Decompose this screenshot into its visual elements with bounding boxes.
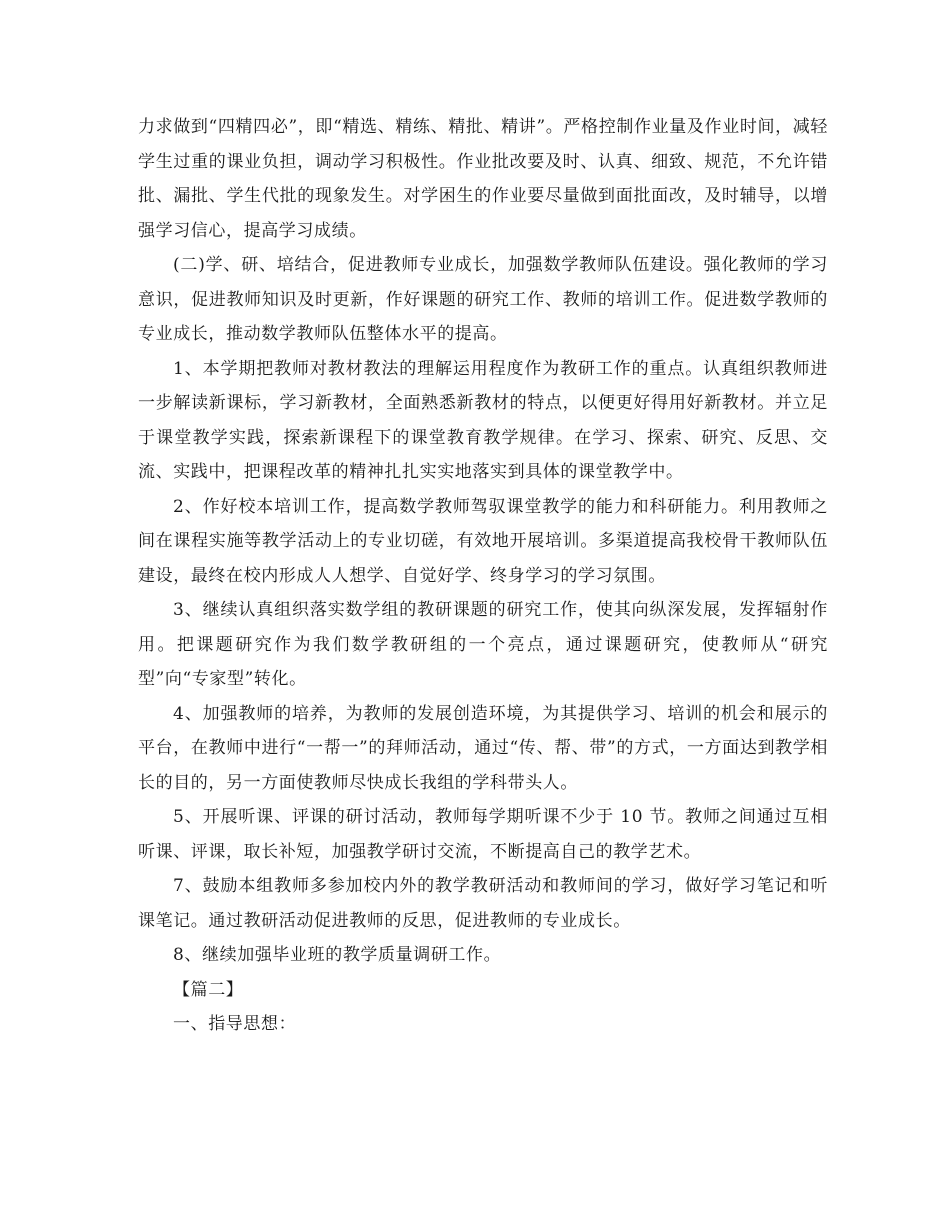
paragraph-item-7: 7、鼓励本组教师多参加校内外的教学教研活动和教师间的学习，做好学习笔记和听课笔记。通过教研活动促进教师的反思，促进教师的专业成长。 [138,876,828,931]
section-marker-part-two: 【篇二】 [173,979,244,1000]
paragraph-homework-requirements: 力求做到“四精四必”，即“精选、精练、精批、精讲”。严格控制作业量及作业时间，减轻学生过重的课业负担，调动学习积极性。作业批改要及时、认真、细致、规范，不允许错批、漏批、学生代批的现象发生。对学困生的作业要尽量做到面批面改，及时辅导，以增强学习信心，提高学习成绩。 [138,117,828,241]
paragraph-item-1: 1、本学期把教师对教材教法的理解运用程度作为教研工作的重点。认真组织教师进一步解读新课标，学习新教材，全面熟悉新教材的特点，以便更好得用好新教材。并立足于课堂教学实践，探索新课程下的课堂教育教学规律。在学习、探索、研究、反思、交流、实践中，把课程改革的精神扎扎实实地落实到具体的课堂教学中。 [138,358,828,482]
document-page [138,110,828,1042]
heading-guiding-ideology: 一、指导思想： [173,1014,297,1034]
paragraph-section-two-heading: (二)学、研、培结合，促进教师专业成长，加强数学教师队伍建设。强化教师的学习意识，促进教师知识及时更新，作好课题的研究工作、教师的培训工作。促进数学教师的专业成长，推动数学教师队伍整体水平的提高。 [138,255,828,344]
paragraph-item-5: 5、开展听课、评课的研讨活动，教师每学期听课不少于 10 节。教师之间通过互相听课、评课，取长补短，加强教学研讨交流，不断提高自己的教学艺术。 [138,807,828,862]
paragraph-item-3: 3、继续认真组织落实数学组的教研课题的研究工作，使其向纵深发展，发挥辐射作用。把课题研究作为我们数学教研组的一个亮点，通过课题研究，使教师从“研究型”向“专家型”转化。 [138,600,828,689]
paragraph-item-4: 4、加强教师的培养，为教师的发展创造环境，为其提供学习、培训的机会和展示的平台，在教师中进行“一帮一”的拜师活动，通过“传、帮、带”的方式，一方面达到教学相长的目的，另一方面使教师尽快成长我组的学科带头人。 [138,703,828,793]
paragraph-item-8: 8、继续加强毕业班的教学质量调研工作。 [173,945,502,965]
paragraph-item-2: 2、作好校本培训工作，提高数学教师驾驭课堂教学的能力和科研能力。利用教师之间在课程实施等教学活动上的专业切磋，有效地开展培训。多渠道提高我校骨干教师队伍建设，最终在校内形成人人想学、自觉好学、终身学习的学习氛围。 [138,496,828,586]
